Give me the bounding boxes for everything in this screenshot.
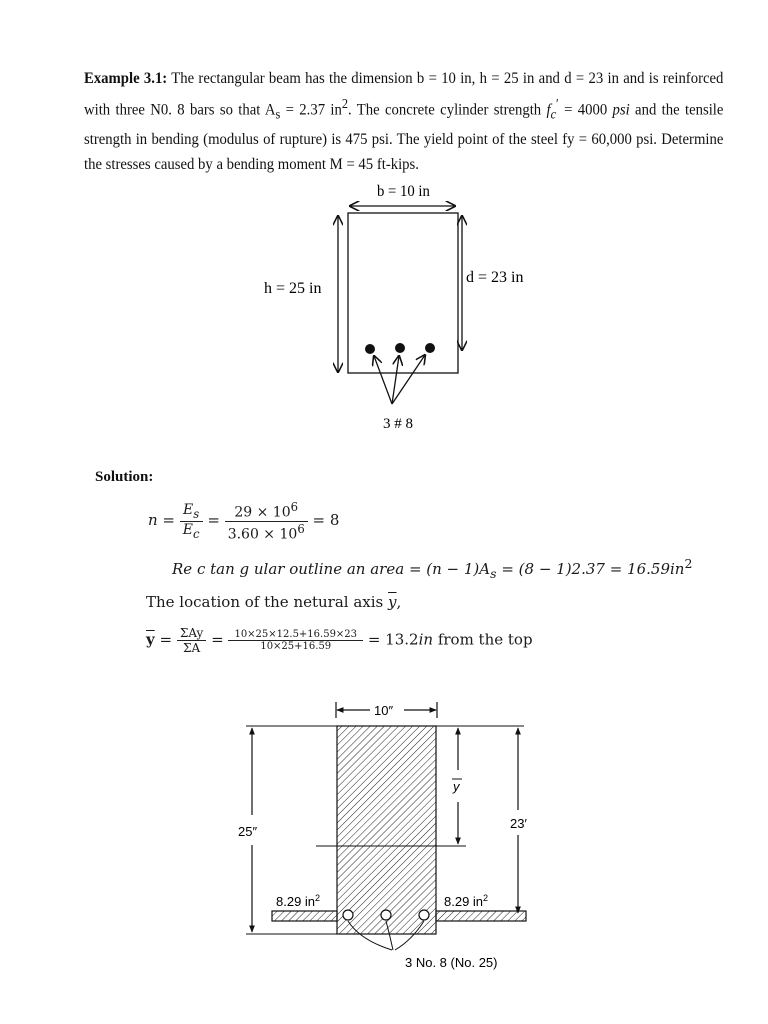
rect-sup: 2: [684, 556, 693, 571]
h-dimension-label: h = 25 in: [264, 280, 322, 297]
ec-exp: 6: [297, 521, 305, 536]
rect-formula: = (n − 1)A: [408, 560, 491, 578]
fc-prime: ′: [556, 96, 559, 111]
es-ec-fraction: [180, 502, 203, 541]
height-label: 25″: [238, 824, 258, 839]
psi-unit: psi: [607, 101, 630, 119]
right-transformed-steel: [436, 911, 526, 921]
neutral-axis-sentence: [146, 593, 401, 611]
rect-sub: s: [490, 566, 497, 581]
es-value: 29 × 10: [234, 504, 291, 521]
b-dimension-label: b = 10 in: [376, 182, 430, 201]
rebar-leader-2: [392, 356, 399, 404]
problem-sub-s: s: [275, 106, 281, 122]
sum-a: ΣA: [183, 641, 201, 655]
rebar-1: [365, 344, 375, 354]
fc-sub: c: [550, 106, 557, 122]
ybar-label: y: [453, 779, 460, 794]
left-transformed-steel: [272, 911, 337, 921]
bars-label: 3 # 8: [383, 416, 413, 432]
numeric-numerator: 10×25×12.5+16.59×23: [228, 629, 363, 641]
n-result: = 8: [312, 511, 340, 530]
transformed-area-equation: [172, 556, 692, 581]
ybar-equation: $\overline{y}$ = $\frac{\text{ΣAy}}{\Sigma A}$ = $\frac{10\times 25\times 12.5+16.59\times 23}{10\times 25+16.59}$ = 13.2in from the top: [146, 626, 533, 655]
equals-sign: =: [207, 511, 220, 530]
rect-outline-text: Re c tan g ular outline an area: [172, 560, 405, 578]
problem-sup-2: 2: [341, 96, 348, 111]
left-area-label: [276, 893, 320, 909]
ybar-result: = 13.2: [367, 630, 419, 649]
rebar-middle: [381, 910, 391, 920]
bars-note: 3 No. 8 (No. 25): [405, 955, 498, 970]
psi-value: 4000: [577, 101, 608, 119]
problem-text-b: = 2.37 in: [280, 101, 342, 119]
right-area-sup: 2: [483, 893, 489, 903]
rebar-right: [419, 910, 429, 920]
right-area-label: [444, 893, 488, 909]
d-dimension-label: d = 23 in: [466, 269, 524, 286]
numeric-denominator: 10×25+16.59: [260, 641, 332, 652]
ybar-unit: in: [418, 630, 434, 649]
right-area-value: 8.29 in: [444, 894, 484, 909]
ec-value: 3.60 × 10: [227, 526, 298, 543]
problem-text-e: and the tensile strength in bending (modulus of rupture) is 475 psi. The yield point of the steel fy = 60,000 psi. Determine the stresses caused by a bending moment M = 45 ft-kips.: [84, 101, 724, 173]
modulus-fraction: [225, 500, 308, 542]
problem-text-a: The rectangular beam has the dimension b = 10 in, h = 25 in and d = 23 in and is reinforced with three N0. 8 bars so that A: [84, 70, 724, 119]
d-label: 23′: [510, 816, 527, 831]
beam-section-figure: [0, 0, 768, 460]
example-label: Example 3.1:: [84, 70, 168, 87]
neutral-axis-text: The location of the netural axis: [146, 593, 389, 611]
es-symbol: E: [183, 501, 194, 518]
rect-result: = (8 − 1)2.37 = 16.59in: [496, 560, 685, 578]
es-exp: 6: [290, 500, 299, 514]
left-area-sup: 2: [315, 893, 321, 903]
ec-sub: c: [193, 526, 200, 541]
sum-fraction: [177, 626, 206, 655]
neutral-axis-comma: ,: [396, 593, 402, 611]
sum-ay: ΣAy: [177, 626, 206, 641]
rebar-leader-1: [374, 356, 392, 404]
rebar-2: [395, 343, 405, 353]
modular-ratio-equation: [148, 500, 339, 542]
problem-text-d: =: [558, 101, 578, 119]
ybar-tail: from the top: [433, 630, 533, 649]
width-label: 10″: [374, 703, 394, 718]
rebar-left: [343, 910, 353, 920]
concrete-section: [337, 726, 436, 934]
ybar-symbol: $\overline{y}$: [388, 593, 397, 611]
transformed-section-figure: [0, 690, 768, 1024]
fc-symbol: f: [546, 101, 551, 119]
ec-symbol: E: [182, 521, 194, 538]
solution-heading: Solution:: [95, 469, 154, 485]
rebar-leader-3: [392, 355, 425, 404]
n-lhs: n =: [148, 511, 175, 530]
numeric-fraction: [228, 629, 363, 652]
problem-text-c: . The concrete cylinder strength: [347, 101, 547, 119]
ybar-lhs: $\overline{y}$: [146, 630, 155, 649]
rebar-3: [425, 343, 435, 353]
es-sub: s: [193, 506, 200, 521]
left-area-value: 8.29 in: [276, 894, 316, 909]
